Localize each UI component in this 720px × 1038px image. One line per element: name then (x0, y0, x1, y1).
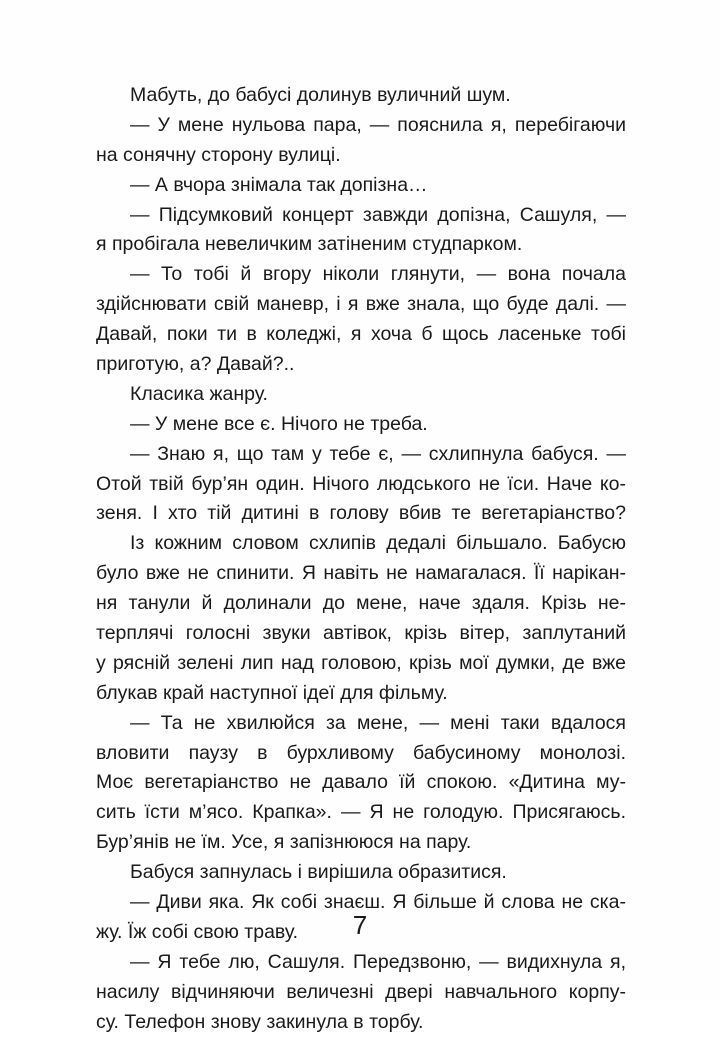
body-text (96, 81, 626, 1038)
text-line: Моє вегетаріанство не давало їй спокою. «Дитина му- (96, 771, 626, 794)
text-line: приготую, а? Давай?.. (96, 353, 295, 376)
text-line: у рясній зелені лип над головою, крізь мої думки, де вже (96, 651, 626, 674)
text-line: Давай, поки ти в коледжі, я хоча б щось ласеньке тобі (96, 323, 626, 346)
text-line: вловити паузу в бурхливому бабусиному монолозі. (96, 741, 626, 764)
text-line: — Диви яка. Як собі знаєш. Я більше й слова не ска- (130, 891, 626, 914)
text-line: було вже не спинити. Я навіть не намагалася. Її нарікан- (96, 562, 626, 585)
text-line: зеня. І хто тій дитині в голову вбив те вегетаріанство? (96, 502, 626, 525)
text-line: Із кожним словом схлипів дедалі більшало. Бабусю (130, 532, 626, 555)
text-line: блукав край наступної ідеї для фільму. (96, 681, 448, 704)
text-line: су. Телефон знову закинула в торбу. (96, 1010, 424, 1033)
text-line: жу. Їж собі свою траву. (96, 920, 299, 943)
text-line: сить їсти м’ясо. Крапка». — Я не голодую. Присягаюсь. (96, 801, 626, 824)
text-line: я пробігала невеличким затіненим студпарком. (96, 233, 523, 256)
text-line: — У мене нульова пара, — пояснила я, перебігаючи (130, 113, 626, 136)
text-line: — Підсумковий концерт завжди допізна, Сашуля, — (130, 203, 626, 226)
text-line: — Та не хвилюйся за мене, — мені таки вдалося (130, 711, 626, 734)
text-line: — Я тебе лю, Сашуля. Передзвоню, — видихнула я, (130, 950, 626, 973)
text-line: Класика жанру. (130, 382, 268, 405)
page-number: 7 (352, 910, 368, 940)
text-line: Мабуть, до бабусі долинув вуличний шум. (130, 84, 511, 106)
text-line: Бур’янів не їм. Усе, я запізнююся на пару. (96, 831, 472, 854)
text-line: — То тобі й вгору ніколи глянути, — вона почала (130, 263, 626, 286)
text-line: Отой твій бур’ян один. Нічого людського не їси. Наче ко- (96, 472, 626, 495)
text-line: на сонячну сторону вулиці. (96, 143, 341, 166)
text-line: здійснювати свій маневр, і я вже знала, що буде далі. — (96, 293, 626, 316)
text-line: — У мене все є. Нічого не треба. (130, 412, 428, 435)
text-line: — А вчора знімала так допізна… (130, 173, 428, 196)
text-line: ня танули й долинали до мене, наче здаля. Крізь не- (96, 592, 626, 615)
text-line: — Знаю я, що там у тебе є, — схлипнула бабуся. — (130, 442, 626, 465)
text-line: Бабуся запнулась і вирішила образитися. (130, 861, 507, 884)
text-line: терплячі голосні звуки автівок, крізь вітер, заплутаний (96, 622, 626, 645)
text-line: насилу відчиняючи величезні двері навчального корпу- (96, 980, 626, 1003)
